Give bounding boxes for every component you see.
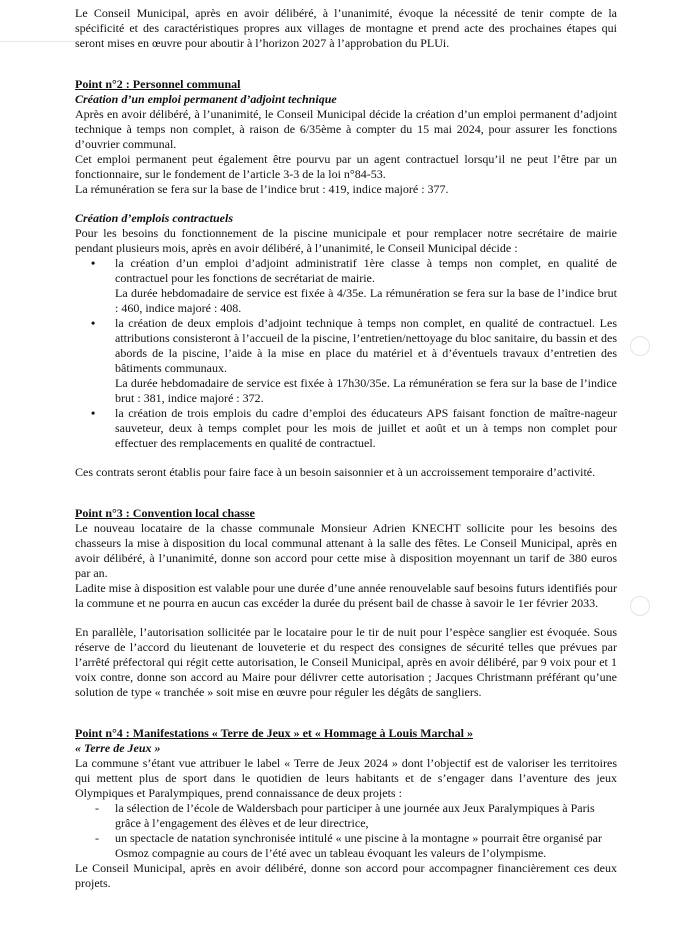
list-item: [75, 316, 617, 406]
intro-section: [75, 6, 617, 51]
list-item-text: • la création de trois emplois du cadre d’emploi des éducateurs APS faisant fonction de maître-nageur sauveteur, deux à temps complet pour les mois de juillet et août et un à temps non complet pour effectuer des remplacements en qualité de contractuel.: [115, 406, 617, 450]
terre-de-jeux-subtitle: « Terre de Jeux »: [75, 741, 161, 755]
point-3-section: [75, 506, 617, 700]
contract-jobs-subtitle: Création d’emplois contractuels: [75, 211, 234, 225]
list-item: [75, 256, 617, 316]
list-item: - la sélection de l’école de Waldersbach pour participer à une journée aux Jeux Paralympiques à Paris grâce à l’engagement des élèves et de leur directrice,: [75, 801, 617, 831]
paragraph: La rémunération se fera sur la base de l’indice brut : 419, indice majoré : 377.: [75, 182, 449, 196]
paragraph: Le Conseil Municipal, après en avoir délibéré, donne son accord pour accompagner financièrement ces deux projets.: [75, 861, 617, 890]
point-4-title: Point n°4 : Manifestations « Terre de Jeux » et « Hommage à Louis Marchal »: [75, 726, 473, 740]
permanent-job-subtitle: Création d’un emploi permanent d’adjoint technique: [75, 92, 337, 106]
point-2-title: Point n°2 : Personnel communal: [75, 77, 241, 91]
projects-list: [75, 801, 617, 861]
point-3-title: Point n°3 : Convention local chasse: [75, 506, 255, 520]
paragraph: Ladite mise à disposition est valable pour une durée d’une année renouvelable sauf besoins futurs identifiés pour la commune et ne pourra en aucun cas excéder la durée du présent bail de chasse à savoir le 1er février 2033.: [75, 581, 617, 610]
paragraph: Cet emploi permanent peut également être pourvu par un agent contractuel lorsqu’il ne peut l’être par un fonctionnaire, sur le fondement de l’article 3-3 de la loi n°84-53.: [75, 152, 617, 181]
paragraph: La commune s’étant vue attribuer le label « Terre de Jeux 2024 » dont l’objectif est de valoriser les territoires qui mettent plus de sport dans le quotidien de leurs habitants et de s’engager dans l’aventure des jeux Olympiques et Paralympiques, prend connaissance de deux projets :: [75, 756, 617, 800]
scan-artifact-circle: [630, 596, 650, 616]
paragraph: Pour les besoins du fonctionnement de la piscine municipale et pour remplacer notre secrétaire de mairie pendant plusieurs mois, après en avoir délibéré, à l’unanimité, le Conseil Municipal décide :: [75, 226, 617, 255]
paragraph: Après en avoir délibéré, à l’unanimité, le Conseil Municipal décide la création d’un emploi permanent d’adjoint technique à temps non complet, à raison de 6/35ème à compter du 15 mai 2024, pour assurer les fonctions d’ouvrier communal.: [75, 107, 617, 151]
paragraph: Le nouveau locataire de la chasse communale Monsieur Adrien KNECHT sollicite pour les besoins des chasseurs la mise à disposition du local communal attenant à la salle des fêtes. Le Conseil Municipal, après en avoir délibéré, à l’unanimité, donne son accord pour cette mise à disposition moyennant un tarif de 380 euros par an.: [75, 521, 617, 580]
list-item-detail: La durée hebdomadaire de service est fixée à 17h30/35e. La rémunération se fera sur la base de l’indice brut : 381, indice majoré : 372.: [115, 376, 617, 405]
scan-artifact-circle: [630, 336, 650, 356]
list-item-text: • la création de deux emplois d’adjoint technique à temps non complet, en qualité de contractuel. Les attributions consisteront à l’accueil de la piscine, l’entretien/nettoyage du bloc sanitaire, du bassin et des abords de la piscine, l’aide à la mise en place du matériel et à d’éventuels travaux d’entretien des bâtiments communaux.: [115, 316, 617, 375]
list-item: - un spectacle de natation synchronisée intitulé « une piscine à la montagne » pourrait être organisé par Osmoz compagnie au cours de l’été avec un tableau évoquant les valeurs de l’olympisme.: [75, 831, 617, 861]
list-item-text: • la création d’un emploi d’adjoint administratif 1ère classe à temps non complet, en qualité de contractuel pour les fonctions de secrétariat de mairie.: [115, 256, 617, 285]
paragraph: En parallèle, l’autorisation sollicitée par le locataire pour le tir de nuit pour l’espèce sanglier est évoquée. Sous réserve de l’accord du lieutenant de louveterie et du respect des consignes de sécurité telles que prévues par l’arrêté préfectoral qui régit cette autorisation, le Conseil Municipal, après en avoir délibéré, par 9 voix pour et 1 voix contre, donne son accord au Maire pour délivrer cette autorisation ; Jacques Christmann préférant qu’une solution de type « tranchée » soit mise en œuvre pour réguler les dégâts de sangliers.: [75, 625, 617, 699]
point-2-section: [75, 77, 617, 480]
document-body: [75, 6, 617, 917]
contracts-note: Ces contrats seront établis pour faire face à un besoin saisonnier et à un accroissement temporaire d’activité.: [75, 465, 596, 479]
list-item-detail: La durée hebdomadaire de service est fixée à 4/35e. La rémunération se fera sur la base de l’indice brut : 460, indice majoré : 408.: [115, 286, 617, 315]
contract-jobs-list: [75, 256, 617, 451]
list-item: [75, 406, 617, 451]
point-4-section: [75, 726, 617, 891]
intro-paragraph: Le Conseil Municipal, après en avoir délibéré, à l’unanimité, évoque la nécessité de tenir compte de la spécificité et des caractéristiques propres aux villages de montagne et prend acte des prochaines étapes qui seront mises en œuvre pour aboutir à l’horizon 2027 à l’approbation du PLUi.: [75, 6, 617, 50]
scan-margin-line: [0, 41, 75, 42]
